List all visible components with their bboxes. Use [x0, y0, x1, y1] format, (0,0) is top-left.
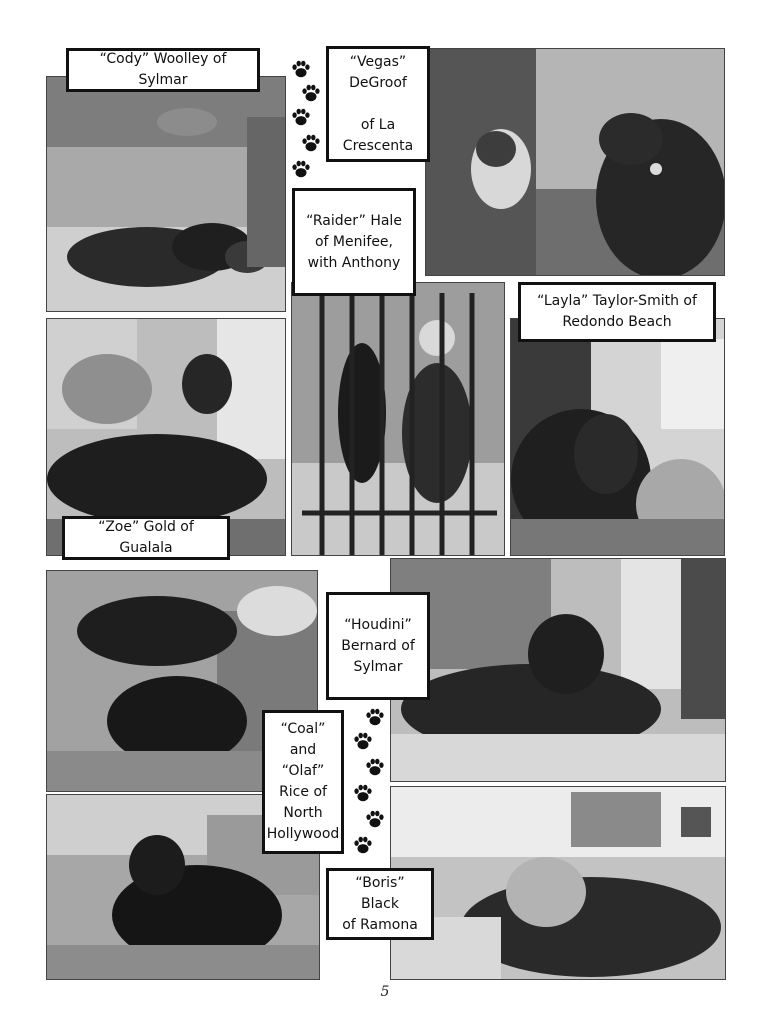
paw-print-icon	[364, 706, 386, 728]
caption-raider	[292, 188, 416, 296]
caption-vegas-text: “Vegas” DeGroof of La Crescenta	[342, 53, 414, 154]
caption-raider-text: “Raider” Hale of Menifee, with Anthony	[306, 212, 402, 271]
photo-cody	[46, 76, 286, 312]
paw-print-icon	[352, 834, 374, 856]
caption-houdini	[326, 592, 430, 700]
paw-print-icon	[364, 756, 386, 778]
photo-raider	[291, 282, 505, 556]
caption-coal-olaf	[262, 710, 344, 854]
caption-vegas	[326, 46, 430, 162]
caption-houdini-text: “Houdini” Bernard of Sylmar	[341, 616, 415, 675]
caption-boris-text: “Boris” Black of Ramona	[342, 874, 418, 933]
photo-layla	[510, 318, 725, 556]
caption-layla	[518, 282, 716, 342]
photo-vegas	[425, 48, 725, 276]
paw-print-icon	[300, 82, 322, 104]
caption-boris	[326, 868, 434, 940]
caption-zoe-text: “Zoe” Gold of Gualala	[98, 519, 194, 556]
paw-print-icon	[290, 58, 312, 80]
caption-coal-olaf-text: “Coal” and “Olaf” Rice of North Hollywood	[266, 721, 340, 842]
caption-cody	[66, 48, 260, 92]
caption-zoe	[62, 516, 230, 560]
paw-print-icon	[300, 132, 322, 154]
caption-cody-text: “Cody” Woolley of Sylmar	[99, 51, 227, 88]
paw-print-icon	[352, 730, 374, 752]
paw-print-icon	[352, 782, 374, 804]
page-number: 5	[380, 984, 390, 1000]
paw-print-icon	[364, 808, 386, 830]
photo-boris	[390, 786, 726, 980]
caption-layla-text: “Layla” Taylor-Smith of Redondo Beach	[537, 293, 697, 330]
paw-print-icon	[290, 158, 312, 180]
paw-print-icon	[290, 106, 312, 128]
photo-houdini	[390, 558, 726, 782]
